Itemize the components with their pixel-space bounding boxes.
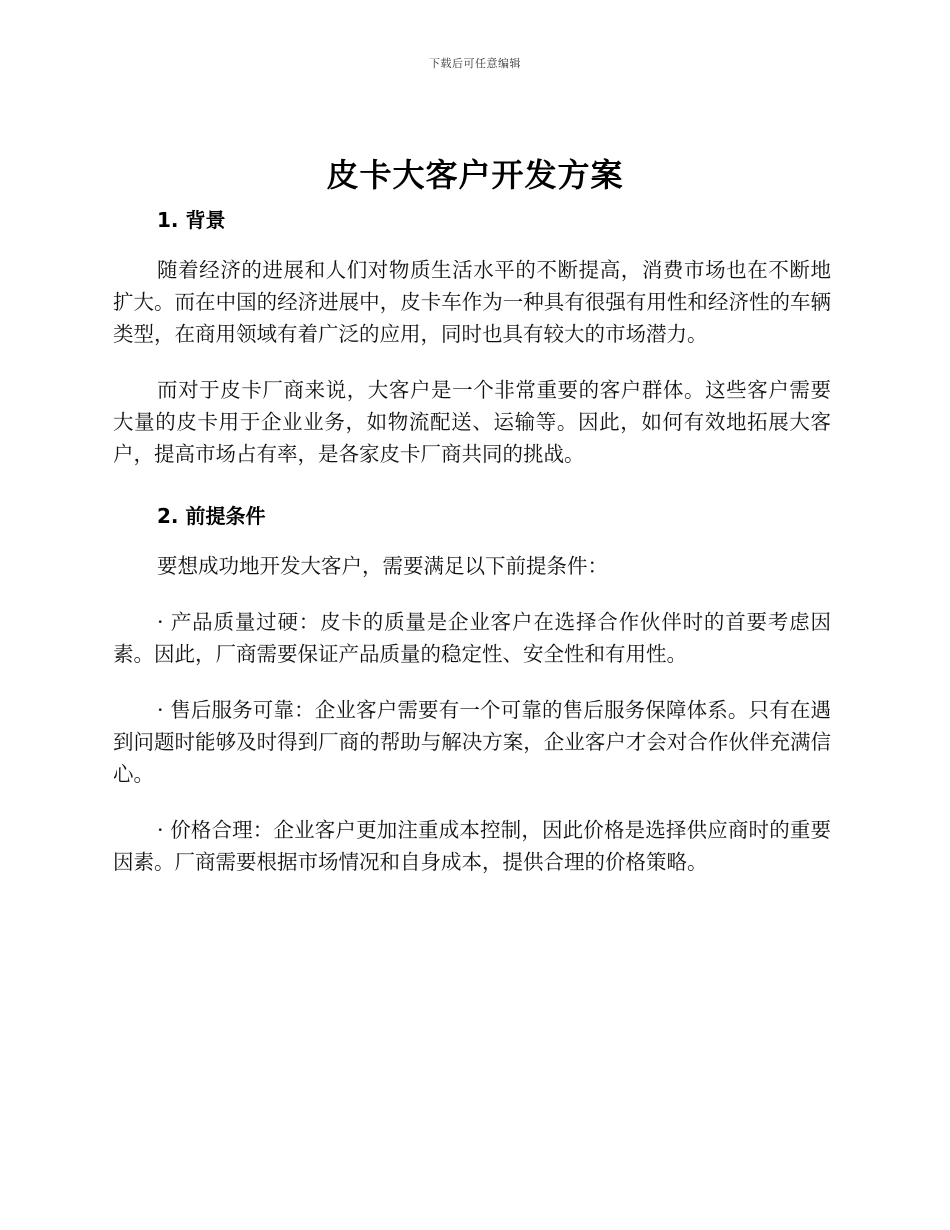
bullet-paragraph: · 价格合理：企业客户更加注重成本控制，因此价格是选择供应商时的重要因素。厂商需要根据市场情况和自身成本，提供合理的价格策略。: [113, 818, 831, 874]
section-background: [113, 206, 831, 470]
document-body: [113, 206, 831, 878]
document-title: 皮卡大客户开发方案: [326, 156, 624, 194]
paragraph: 随着经济的进展和人们对物质生活水平的不断提高，消费市场也在不断地扩大。而在中国的经济进展中，皮卡车作为一种具有很强有用性和经济性的车辆类型，在商用领域有着广泛的应用，同时也具有较大的市场潜力。: [113, 258, 831, 346]
bullet-paragraph: · 产品质量过硬：皮卡的质量是企业客户在选择合作伙伴时的首要考虑因素。因此，厂商需要保证产品质量的稳定性、安全性和有用性。: [113, 610, 831, 666]
paragraph: 要想成功地开发大客户，需要满足以下前提条件：: [157, 554, 608, 578]
paragraph: 而对于皮卡厂商来说，大客户是一个非常重要的客户群体。这些客户需要大量的皮卡用于企业业务，如物流配送、运输等。因此，如何有效地拓展大客户，提高市场占有率，是各家皮卡厂商共同的挑战。: [113, 378, 831, 466]
section-heading: 2. 前提条件: [157, 504, 266, 528]
section-prerequisites: [113, 502, 831, 878]
section-heading: 1. 背景: [157, 208, 226, 232]
bullet-paragraph: · 售后服务可靠：企业客户需要有一个可靠的售后服务保障体系。只有在遇到问题时能够及时得到厂商的帮助与解决方案，企业客户才会对合作伙伴充满信心。: [113, 698, 831, 786]
header-note: 下载后可任意编辑: [429, 57, 521, 70]
